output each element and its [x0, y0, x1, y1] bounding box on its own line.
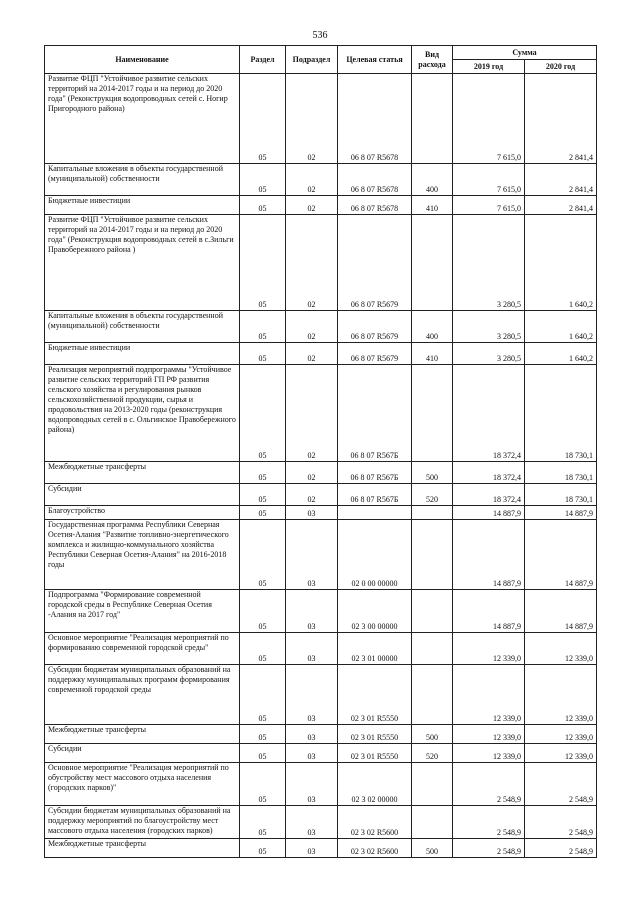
row-expense-type	[412, 665, 453, 725]
row-name	[45, 763, 240, 806]
row-subsection: 03	[286, 506, 338, 520]
row-name	[45, 484, 240, 506]
row-amount-2019: 3 280,5	[453, 215, 525, 311]
row-expense-type: 410	[412, 196, 453, 215]
row-amount-2019: 12 339,0	[453, 633, 525, 665]
row-name	[45, 506, 240, 520]
row-subsection: 02	[286, 343, 338, 365]
row-name	[45, 520, 240, 590]
row-target: 02 3 01 R5550	[338, 665, 412, 725]
row-target: 02 3 01 R5550	[338, 744, 412, 763]
row-name-text: Бюджетные инвестиции	[48, 343, 131, 352]
table-row	[45, 196, 597, 215]
table-body	[45, 74, 597, 858]
row-expense-type: 500	[412, 462, 453, 484]
row-amount-2020: 1 640,2	[525, 343, 597, 365]
row-amount-2020: 2 548,9	[525, 763, 597, 806]
table-row	[45, 839, 597, 858]
row-expense-type	[412, 763, 453, 806]
row-name	[45, 665, 240, 725]
row-expense-type	[412, 520, 453, 590]
row-amount-2020: 12 339,0	[525, 665, 597, 725]
row-name-text: Реализация мероприятий подпрограммы "Устойчивое развитие сельских территорий ГП РФ развития сельского хозяйства и регулирования рынков сельскохозяйственной продукции, сырья и продовольствия на 2013-2020 годы (реконструкция водопроводных сетей в с. Ольгинское Правобережного района)	[48, 365, 236, 434]
row-section: 05	[240, 506, 286, 520]
table-row	[45, 343, 597, 365]
row-subsection: 02	[286, 196, 338, 215]
row-amount-2020: 14 887,9	[525, 520, 597, 590]
row-expense-type	[412, 74, 453, 164]
header-target: Целевая статья	[338, 46, 412, 74]
table-row	[45, 484, 597, 506]
row-name	[45, 164, 240, 196]
row-section: 05	[240, 74, 286, 164]
row-amount-2020: 18 730,1	[525, 462, 597, 484]
row-expense-type	[412, 215, 453, 311]
row-target: 06 8 07 R5679	[338, 343, 412, 365]
row-section: 05	[240, 763, 286, 806]
row-name-text: Бюджетные инвестиции	[48, 196, 131, 205]
row-amount-2019: 3 280,5	[453, 343, 525, 365]
row-subsection: 03	[286, 520, 338, 590]
table-row	[45, 633, 597, 665]
row-section: 05	[240, 590, 286, 633]
row-name	[45, 590, 240, 633]
row-section: 05	[240, 343, 286, 365]
table-row	[45, 462, 597, 484]
row-expense-type	[412, 506, 453, 520]
row-amount-2019: 12 339,0	[453, 725, 525, 744]
row-name-text: Развитие ФЦП "Устойчивое развитие сельских территорий на 2014-2017 годы и на период до 2020 года" (Реконструкция водопроводных сетей с. Ногир Пригородного района)	[48, 74, 228, 113]
row-name-text: Благоустройство	[48, 506, 106, 515]
row-subsection: 03	[286, 806, 338, 839]
row-target: 06 8 07 R567Б	[338, 365, 412, 462]
row-amount-2019: 18 372,4	[453, 365, 525, 462]
row-target: 06 8 07 R5678	[338, 74, 412, 164]
row-target: 06 8 07 R5678	[338, 196, 412, 215]
table-row	[45, 215, 597, 311]
row-amount-2019: 12 339,0	[453, 744, 525, 763]
row-subsection: 02	[286, 74, 338, 164]
row-name-text: Подпрограмма "Формирование современной городской среды в Республике Северная Осетия -Алания на 2017 год"	[48, 590, 212, 619]
row-name-text: Государственная программа Республики Северная Осетия-Алания "Развитие топливно-энергетического комплекса и жилищно-коммунального хозяйства Республики Северная Осетия-Алания" на 2016-2018 годы	[48, 520, 229, 569]
row-expense-type: 400	[412, 164, 453, 196]
row-subsection: 03	[286, 590, 338, 633]
table-row	[45, 520, 597, 590]
row-target: 02 3 01 00000	[338, 633, 412, 665]
row-expense-type: 400	[412, 311, 453, 343]
header-name: Наименование	[45, 46, 240, 74]
row-section: 05	[240, 806, 286, 839]
row-target: 02 3 02 00000	[338, 763, 412, 806]
row-amount-2020: 1 640,2	[525, 311, 597, 343]
table-row	[45, 164, 597, 196]
row-expense-type	[412, 806, 453, 839]
header-year-2019: 2019 год	[453, 60, 525, 74]
row-amount-2019: 7 615,0	[453, 74, 525, 164]
table-row	[45, 725, 597, 744]
table-row	[45, 74, 597, 164]
row-subsection: 02	[286, 164, 338, 196]
row-name	[45, 839, 240, 858]
row-subsection: 02	[286, 311, 338, 343]
table-row	[45, 311, 597, 343]
row-subsection: 03	[286, 725, 338, 744]
row-target: 06 8 07 R5678	[338, 164, 412, 196]
row-expense-type: 520	[412, 484, 453, 506]
row-name-text: Межбюджетные трансферты	[48, 462, 146, 471]
row-name	[45, 215, 240, 311]
row-amount-2020: 18 730,1	[525, 484, 597, 506]
row-subsection: 03	[286, 744, 338, 763]
row-target: 02 3 01 R5550	[338, 725, 412, 744]
row-name-text: Основное мероприятие "Реализация мероприятий по обустройству мест массового отдыха населения (городских парков)"	[48, 763, 229, 792]
table-row	[45, 744, 597, 763]
row-subsection: 03	[286, 763, 338, 806]
row-amount-2020: 2 548,9	[525, 839, 597, 858]
row-section: 05	[240, 839, 286, 858]
row-name	[45, 462, 240, 484]
row-name-text: Субсидии	[48, 484, 82, 493]
table-row	[45, 590, 597, 633]
row-amount-2019: 2 548,9	[453, 763, 525, 806]
row-section: 05	[240, 633, 286, 665]
row-section: 05	[240, 196, 286, 215]
page-number: 536	[312, 30, 328, 41]
row-target: 02 3 02 R5600	[338, 806, 412, 839]
row-name	[45, 744, 240, 763]
row-target: 06 8 07 R5679	[338, 311, 412, 343]
row-amount-2020: 14 887,9	[525, 506, 597, 520]
row-target: 06 8 07 R5679	[338, 215, 412, 311]
row-section: 05	[240, 365, 286, 462]
row-name-text: Субсидии бюджетам муниципальных образований на поддержку мероприятий по благоустройству мест массового отдыха населения (городских парков)	[48, 806, 231, 835]
row-amount-2019: 2 548,9	[453, 839, 525, 858]
table-row	[45, 506, 597, 520]
row-section: 05	[240, 725, 286, 744]
table-row	[45, 665, 597, 725]
row-expense-type	[412, 633, 453, 665]
row-subsection: 02	[286, 215, 338, 311]
table-row	[45, 365, 597, 462]
row-amount-2019: 7 615,0	[453, 196, 525, 215]
row-amount-2020: 12 339,0	[525, 633, 597, 665]
row-section: 05	[240, 311, 286, 343]
row-subsection: 03	[286, 839, 338, 858]
header-subsection: Подраздел	[286, 46, 338, 74]
row-section: 05	[240, 484, 286, 506]
row-amount-2020: 2 841,4	[525, 74, 597, 164]
row-name-text: Субсидии бюджетам муниципальных образований на поддержку муниципальных программ формирования современной городской среды	[48, 665, 231, 694]
row-expense-type	[412, 590, 453, 633]
row-expense-type: 500	[412, 725, 453, 744]
row-name-text: Капитальные вложения в объекты государственной (муниципальной) собственности	[48, 164, 223, 183]
row-target: 02 0 00 00000	[338, 520, 412, 590]
row-subsection: 02	[286, 462, 338, 484]
row-name	[45, 343, 240, 365]
row-target: 06 8 07 R567Б	[338, 484, 412, 506]
row-subsection: 03	[286, 665, 338, 725]
row-amount-2020: 2 841,4	[525, 196, 597, 215]
row-amount-2020: 2 548,9	[525, 806, 597, 839]
row-amount-2020: 14 887,9	[525, 590, 597, 633]
row-amount-2020: 12 339,0	[525, 725, 597, 744]
row-section: 05	[240, 462, 286, 484]
row-amount-2019: 18 372,4	[453, 484, 525, 506]
row-name-text: Развитие ФЦП "Устойчивое развитие сельских территорий на 2014-2017 годы и на период до 2020 года" (Реконструкция водопроводных сетей в с.Зильги Правобережного района )	[48, 215, 234, 254]
row-name	[45, 806, 240, 839]
row-name-text: Основное мероприятие "Реализация мероприятий по формированию современной городской среды"	[48, 633, 229, 652]
row-target: 02 3 00 00000	[338, 590, 412, 633]
row-target	[338, 506, 412, 520]
header-year-2020: 2020 год	[525, 60, 597, 74]
row-name-text: Капитальные вложения в объекты государственной (муниципальной) собственности	[48, 311, 223, 330]
row-section: 05	[240, 164, 286, 196]
budget-table	[44, 45, 597, 858]
row-subsection: 02	[286, 365, 338, 462]
row-subsection: 02	[286, 484, 338, 506]
row-amount-2019: 12 339,0	[453, 665, 525, 725]
row-subsection: 03	[286, 633, 338, 665]
row-name-text: Субсидии	[48, 744, 82, 753]
row-name	[45, 74, 240, 164]
row-name	[45, 725, 240, 744]
row-amount-2019: 14 887,9	[453, 520, 525, 590]
row-amount-2019: 18 372,4	[453, 462, 525, 484]
row-name	[45, 365, 240, 462]
row-expense-type: 500	[412, 839, 453, 858]
row-amount-2019: 2 548,9	[453, 806, 525, 839]
row-name	[45, 196, 240, 215]
row-section: 05	[240, 665, 286, 725]
header-amount: Сумма	[453, 46, 597, 60]
row-amount-2019: 7 615,0	[453, 164, 525, 196]
row-amount-2020: 18 730,1	[525, 365, 597, 462]
row-amount-2020: 2 841,4	[525, 164, 597, 196]
header-expense-type: Вид расхода	[412, 46, 453, 74]
row-name	[45, 311, 240, 343]
row-name	[45, 633, 240, 665]
row-section: 05	[240, 520, 286, 590]
row-section: 05	[240, 215, 286, 311]
row-target: 06 8 07 R567Б	[338, 462, 412, 484]
row-name-text: Межбюджетные трансферты	[48, 725, 146, 734]
row-expense-type: 520	[412, 744, 453, 763]
row-amount-2019: 14 887,9	[453, 590, 525, 633]
row-section: 05	[240, 744, 286, 763]
row-name-text: Межбюджетные трансферты	[48, 839, 146, 848]
row-amount-2020: 1 640,2	[525, 215, 597, 311]
row-expense-type: 410	[412, 343, 453, 365]
table-row	[45, 763, 597, 806]
row-amount-2019: 14 887,9	[453, 506, 525, 520]
row-amount-2020: 12 339,0	[525, 744, 597, 763]
row-target: 02 3 02 R5600	[338, 839, 412, 858]
row-amount-2019: 3 280,5	[453, 311, 525, 343]
row-expense-type	[412, 365, 453, 462]
header-section: Раздел	[240, 46, 286, 74]
table-row	[45, 806, 597, 839]
